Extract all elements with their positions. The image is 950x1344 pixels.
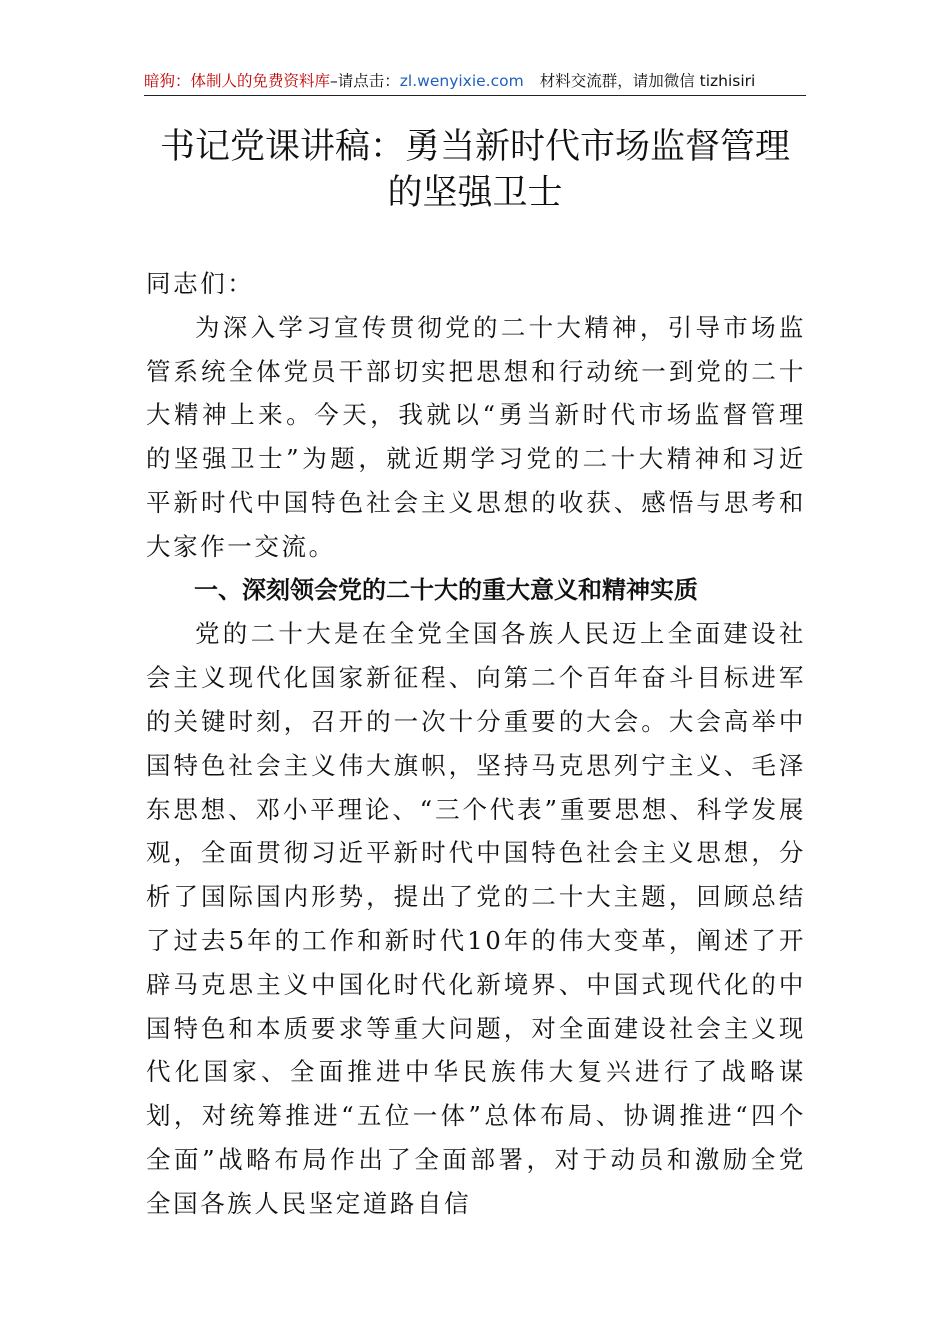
document-body	[146, 262, 806, 1226]
page-header	[144, 70, 806, 94]
intro-paragraph: 为深入学习宣传贯彻党的二十大精神，引导市场监管系统全体党员干部切实把思想和行动统一到党的二十大精神上来。今天，我就以“勇当新时代市场监督管理的坚强卫士”为题，就近期学习党的二十大精神和习近平新时代中国特色社会主义思想的收获、感悟与思考和大家作一交流。	[146, 312, 806, 561]
section-1-heading: 一、深刻领会党的二十大的重大意义和精神实质	[194, 575, 698, 604]
header-site-name: 暗狗：体制人的免费资料库	[144, 72, 331, 90]
greeting: 同志们：	[146, 269, 255, 298]
document-title	[144, 124, 806, 216]
header-url-link[interactable]: zl.wenyixie.com	[399, 72, 524, 90]
section-1-paragraph: 党的二十大是在全党全国各族人民迈上全面建设社会主义现代化国家新征程、向第二个百年奋斗目标进军的关键时刻，召开的一次十分重要的大会。大会高举中国特色社会主义伟大旗帜，坚持马克思列宁主义、毛泽东思想、邓小平理论、“三个代表”重要思想、科学发展观，全面贯彻习近平新时代中国特色社会主义思想，分析了国际国内形势，提出了党的二十大主题，回顾总结了过去5年的工作和新时代10年的伟大变革，阐述了开辟马克思主义中国化时代化新境界、中国式现代化的中国特色和本质要求等重大问题，对全面建设社会主义现代化国家、全面推进中华民族伟大复兴进行了战略谋划，对统筹推进“五位一体”总体布局、协调推进“四个全面”战略布局作出了全面部署，对于动员和激励全党全国各族人民坚定道路自信	[146, 619, 806, 1218]
header-divider	[144, 95, 806, 96]
title-line-2: 的坚强卫士	[387, 173, 563, 213]
title-line-1: 书记党课讲稿：勇当新时代市场监督管理	[159, 127, 790, 167]
header-prompt: –请点击：	[330, 72, 400, 90]
header-contact: 材料交流群，请加微信 tizhisiri	[539, 72, 756, 90]
